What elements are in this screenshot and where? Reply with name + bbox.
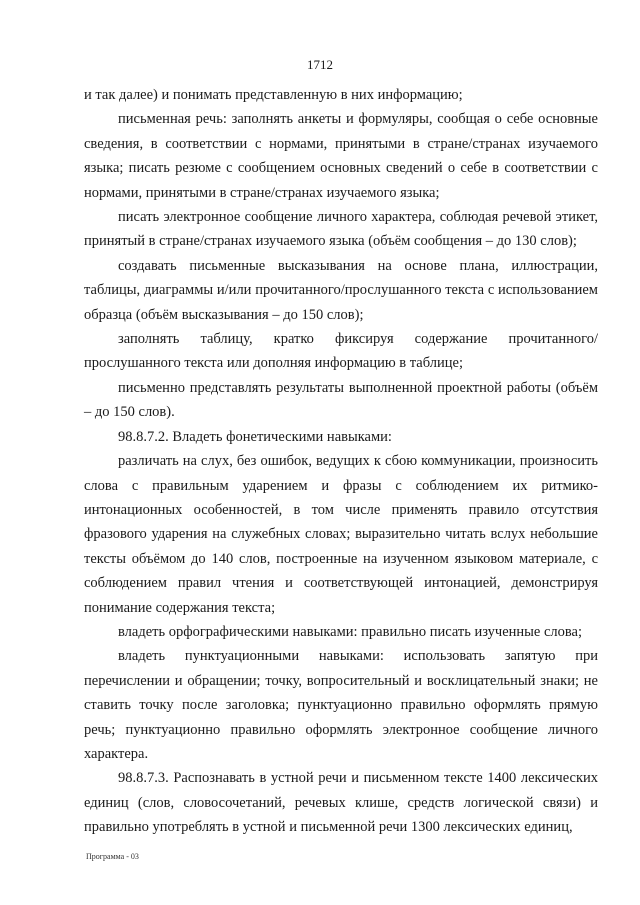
footer-program-label: Программа - 03 [86, 852, 139, 861]
paragraph-continuation: и так далее) и понимать представленную в них информацию; [84, 87, 463, 103]
document-body [84, 83, 598, 840]
paragraph-punctuation: владеть пунктуационными навыками: использовать запятую при перечислении и обращении; точку, вопросительный и восклицательный знаки; не ставить точку после заголовка; пунктуационно правильно оформлять прямую речь; пунктуационно правильно оформлять электронное сообщение личного характера. [84, 648, 598, 762]
page-number: 1712 [307, 57, 333, 72]
paragraph-orthography: владеть орфографическими навыками: правильно писать изученные слова; [118, 623, 582, 640]
section-heading-phonetic-skills: 98.8.7.2. Владеть фонетическими навыками: [118, 428, 392, 445]
paragraph-project-results: письменно представлять результаты выполненной проектной работы (объём – до 150 слов). [84, 379, 598, 421]
paragraph-lexical-units: 98.8.7.3. Распознавать в устной речи и письменном тексте 1400 лексических единиц (слов, словосочетаний, речевых клише, средств логической связи) и правильно употреблять в устной и письменной речи 1300 лексических единиц, [84, 770, 598, 836]
paragraph-written-statements: создавать письменные высказывания на основе плана, иллюстрации, таблицы, диаграммы и/или прочитанного/прослушанного текста с использованием образца (объём высказывания – до 150 слов); [84, 257, 598, 323]
paragraph-written-speech: письменная речь: заполнять анкеты и формуляры, сообщая о себе основные сведения, в соответствии с нормами, принятыми в стране/странах изучаемого языка; писать резюме с сообщением основных сведений о себе в соответствии с нормами, принятыми в стране/странах изучаемого языка; [84, 111, 598, 201]
paragraph-fill-table: заполнять таблицу, кратко фиксируя содержание прочитанного/ прослушанного текста или дополняя информацию в таблице; [84, 331, 598, 372]
paragraph-phonetics: различать на слух, без ошибок, ведущих к сбою коммуникации, произносить слова с правильным ударением и фразы с соблюдением их ритмико-интонационных особенностей, в том числе применять правило отсутствия фразового ударения на служебных словах; выразительно читать вслух небольшие тексты объёмом до 140 слов, построенные на изученном языковом материале, с соблюдением правил чтения и соответствующей интонацией, демонстрируя понимание содержания текста; [84, 453, 598, 616]
paragraph-email-message: писать электронное сообщение личного характера, соблюдая речевой этикет, принятый в стране/странах изучаемого языка (объём сообщения – до 130 слов); [84, 209, 598, 250]
